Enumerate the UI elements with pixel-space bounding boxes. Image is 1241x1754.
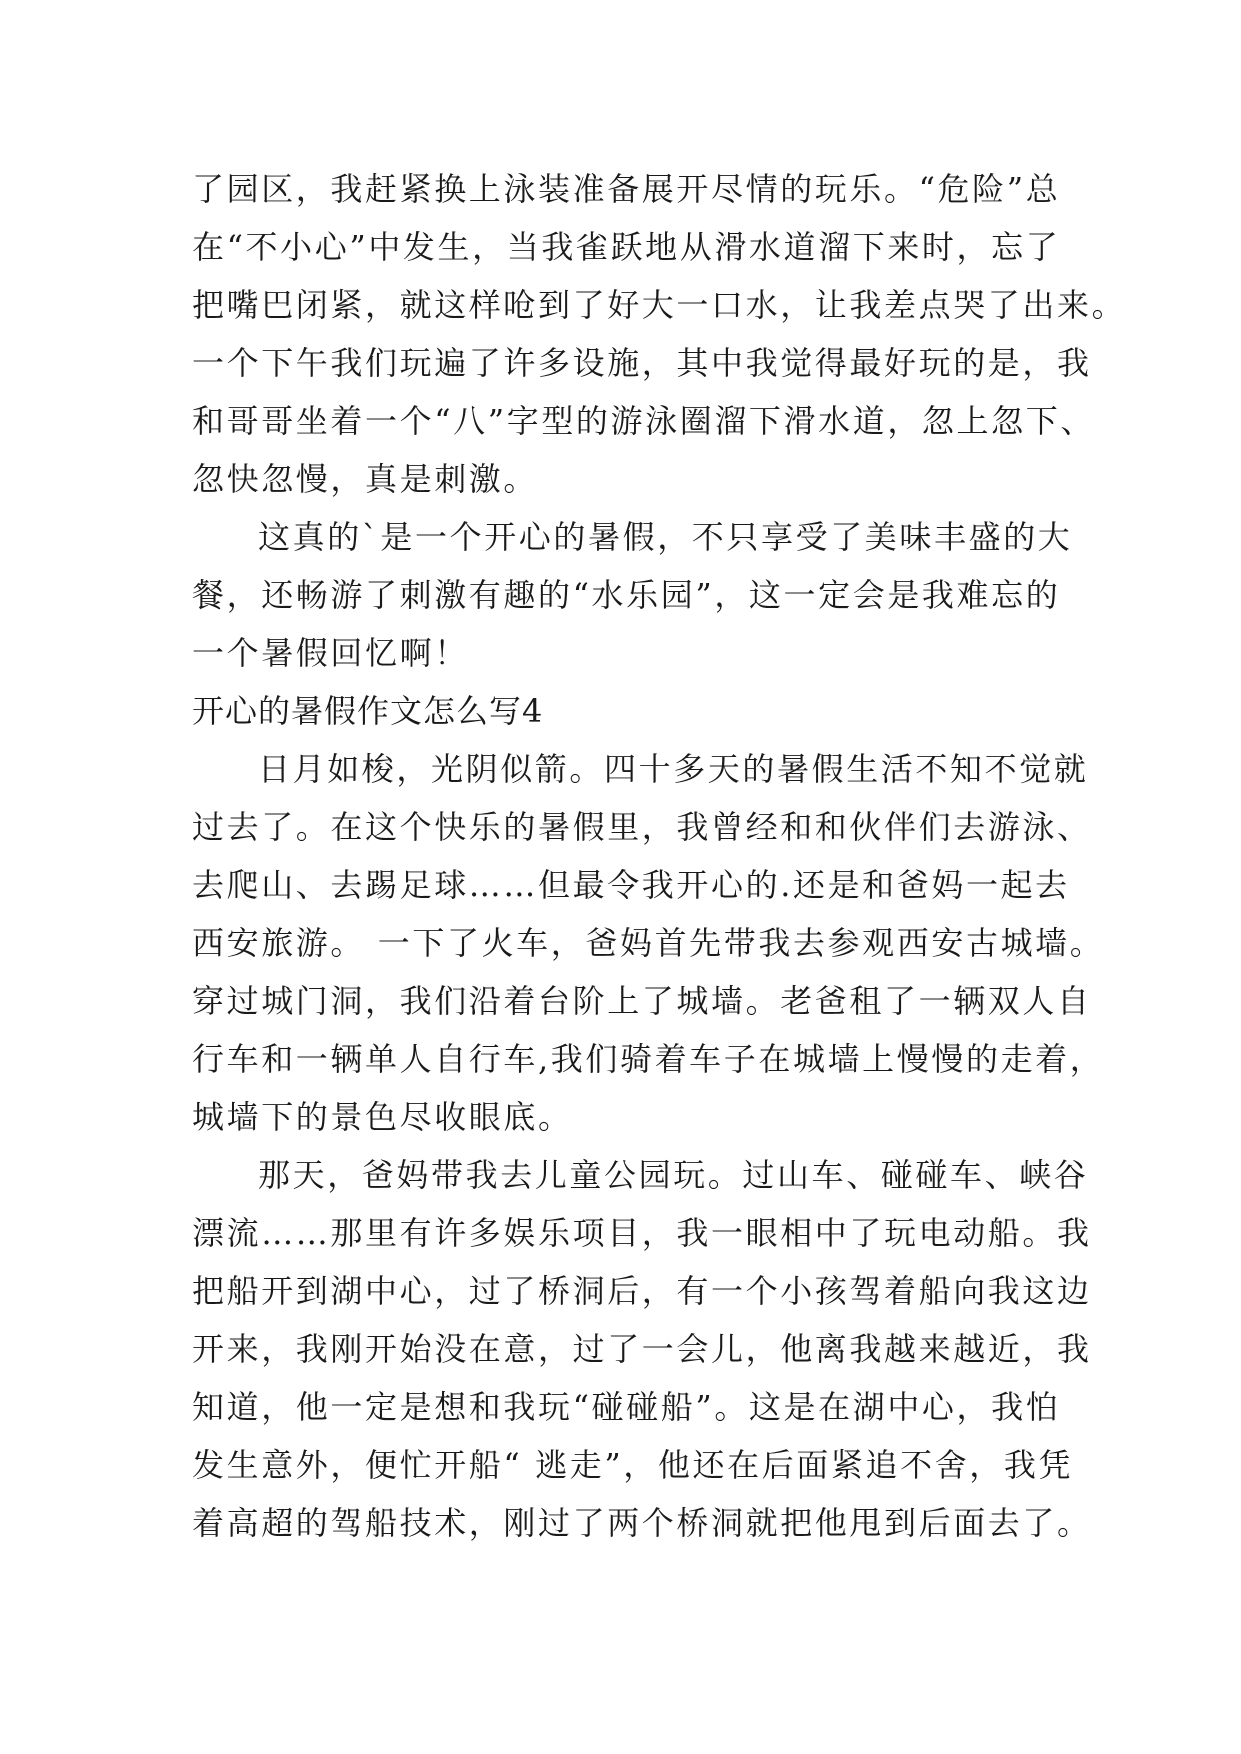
text-line: 忽快忽慢，真是刺激。 — [192, 460, 539, 498]
text-line: 发生意外，便忙开船“ 逃走”，他还在后面紧追不舍，我凭 — [192, 1446, 1074, 1484]
text-line: 那天，爸妈带我去儿童公园玩。过山车、碰碰车、峡谷 — [258, 1156, 1089, 1194]
text-line: 餐，还畅游了刺激有趣的“水乐园”，这一定会是我难忘的 — [192, 576, 1061, 614]
text-line: 去爬山、去踢足球……但最令我开心的.还是和爸妈一起去 — [192, 866, 1070, 904]
text-line: 西安旅游。 一下了火车，爸妈首先带我去参观西安古城墙。 — [192, 924, 1105, 962]
text-line: 穿过城门洞，我们沿着台阶上了城墙。老爸租了一辆双人自 — [192, 982, 1092, 1020]
text-line: 把船开到湖中心，过了桥洞后，有一个小孩驾着船向我这边 — [192, 1272, 1092, 1310]
text-line: 行车和一辆单人自行车,我们骑着车子在城墙上慢慢的走着， — [192, 1040, 1105, 1078]
text-line: 知道，他一定是想和我玩“碰碰船”。这是在湖中心，我怕 — [192, 1388, 1061, 1426]
text-line: 和哥哥坐着一个“八”字型的游泳圈溜下滑水道，忽上忽下、 — [192, 402, 1095, 440]
text-line: 着高超的驾船技术，刚过了两个桥洞就把他甩到后面去了。 — [192, 1504, 1092, 1542]
text-line: 把嘴巴闭紧，就这样呛到了好大一口水，让我差点哭了出来。 — [192, 286, 1127, 324]
section-heading: 开心的暑假作文怎么写4 — [192, 692, 544, 730]
text-line: 漂流……那里有许多娱乐项目，我一眼相中了玩电动船。我 — [192, 1214, 1092, 1252]
text-line: 过去了。在这个快乐的暑假里，我曾经和和伙伴们去游泳、 — [192, 808, 1092, 846]
document-body — [192, 160, 1127, 1552]
text-line: 开来，我刚开始没在意，过了一会儿，他离我越来越近，我 — [192, 1330, 1092, 1368]
text-line: 了园区，我赶紧换上泳装准备展开尽情的玩乐。“危险”总 — [192, 170, 1061, 208]
text-line: 一个下午我们玩遍了许多设施，其中我觉得最好玩的是，我 — [192, 344, 1092, 382]
text-line: 一个暑假回忆啊！ — [192, 634, 469, 672]
text-line: 这真的`是一个开心的暑假，不只享受了美味丰盛的大 — [258, 518, 1073, 556]
text-line: 日月如梭，光阴似箭。四十多天的暑假生活不知不觉就 — [258, 750, 1089, 788]
text-line: 城墙下的景色尽收眼底。 — [192, 1098, 573, 1136]
text-line: 在“不小心”中发生，当我雀跃地从滑水道溜下来时，忘了 — [192, 228, 1061, 266]
